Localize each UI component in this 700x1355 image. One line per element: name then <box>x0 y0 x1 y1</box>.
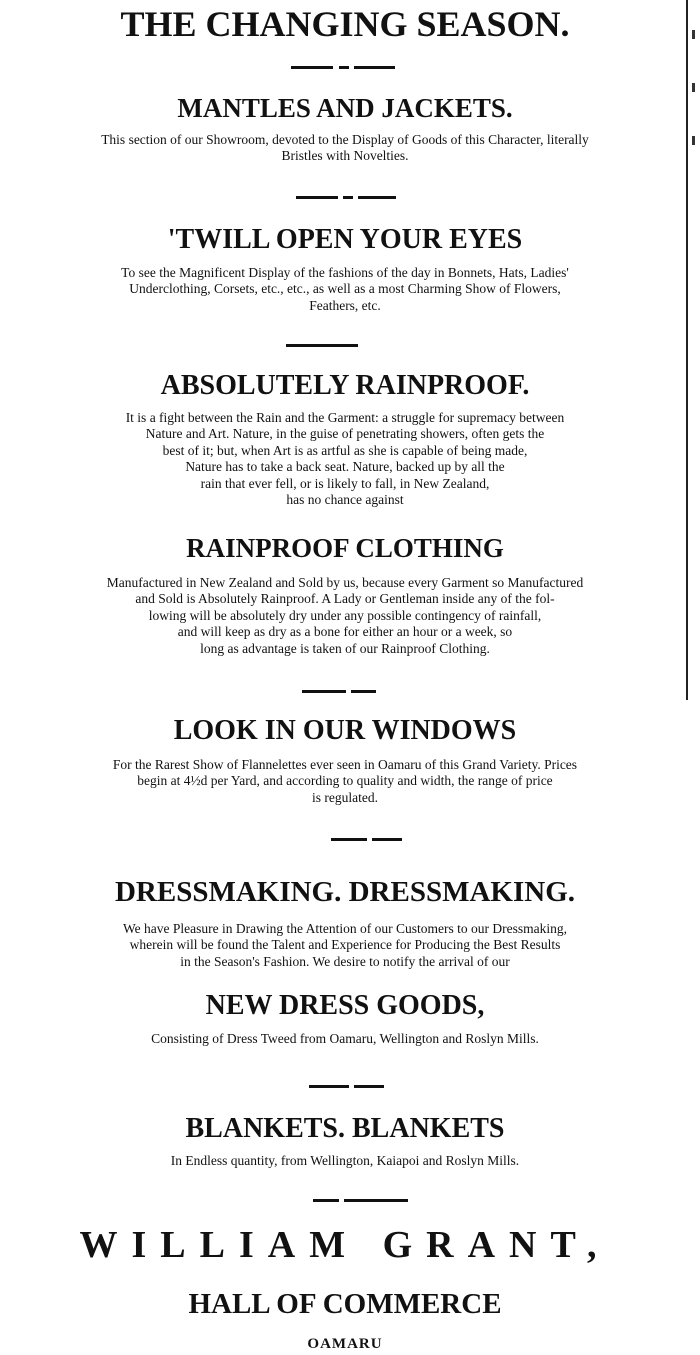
divider <box>0 838 690 841</box>
windows-title: LOOK IN OUR WINDOWS <box>173 715 517 746</box>
eyes-text: To see the Magnificent Display of the fashions of the day in Bonnets, Hats, Ladies' Underclothing, Corsets, etc., etc., as well as a most Charming Show of Flowers, Feathers, etc. <box>121 265 569 313</box>
divider <box>0 66 690 69</box>
mantles-title: MANTLES AND JACKETS. <box>177 93 513 123</box>
divider <box>0 196 690 199</box>
merchant-place: HALL OF COMMERCE <box>188 1288 502 1320</box>
dressmaking-title: DRESSMAKING. DRESSMAKING. <box>114 876 576 908</box>
merchant-name: WILLIAM GRANT, <box>79 1224 611 1266</box>
headline: THE CHANGING SEASON. <box>120 4 570 44</box>
clothing-title: RAINPROOF CLOTHING <box>186 533 504 563</box>
divider <box>0 1199 690 1202</box>
adjacent-column-fragment <box>692 30 700 189</box>
column-rule <box>686 0 688 700</box>
merchant-town: OAMARU <box>307 1336 383 1352</box>
clothing-text: Manufactured in New Zealand and Sold by us, because every Garment so Manufactured and Sold is Absolutely Rainproof. A Lady or Gentleman inside any of the fol- lowing will be absolutely dry under any possible contingency of rainfall, and will keep as dry as a bone for either an hour or a week, so long as advantage is taken of our Rainproof Clothing. <box>106 575 584 656</box>
blankets-title: BLANKETS. BLANKETS <box>185 1113 505 1144</box>
mantles-text: This section of our Showroom, devoted to the Display of Goods of this Character, literally Bristles with Novelties. <box>101 132 589 164</box>
eyes-title: 'TWILL OPEN YOUR EYES <box>167 224 523 255</box>
windows-text: For the Rarest Show of Flannelettes ever seen in Oamaru of this Grand Variety. Prices begin at 4½d per Yard, and according to quality and width, the range of price is regulated. <box>112 757 578 805</box>
divider <box>0 1085 690 1088</box>
blankets-text: In Endless quantity, from Wellington, Kaiapoi and Roslyn Mills. <box>170 1153 520 1168</box>
rainproof-title: ABSOLUTELY RAINPROOF. <box>160 370 530 401</box>
divider <box>0 690 690 693</box>
rainproof-text: It is a fight between the Rain and the Garment: a struggle for supremacy between Nature and Art. Nature, in the guise of penetrating showers, often gets the best of it; but, when Art is as artful as she is capable of being made, Nature has to take a back seat. Nature, backed up by all the rain that ever fell, or is likely to fall, in New Zealand, has no chance against <box>125 410 565 508</box>
divider <box>0 344 690 347</box>
dress-goods-title: NEW DRESS GOODS, <box>205 990 485 1021</box>
dress-goods-text: Consisting of Dress Tweed from Oamaru, Wellington and Roslyn Mills. <box>151 1031 539 1046</box>
dressmaking-text: We have Pleasure in Drawing the Attention of our Customers to our Dressmaking, wherein will be found the Talent and Experience for Producing the Best Results in the Season's Fashion. We desire to notify the arrival of our <box>123 921 567 969</box>
